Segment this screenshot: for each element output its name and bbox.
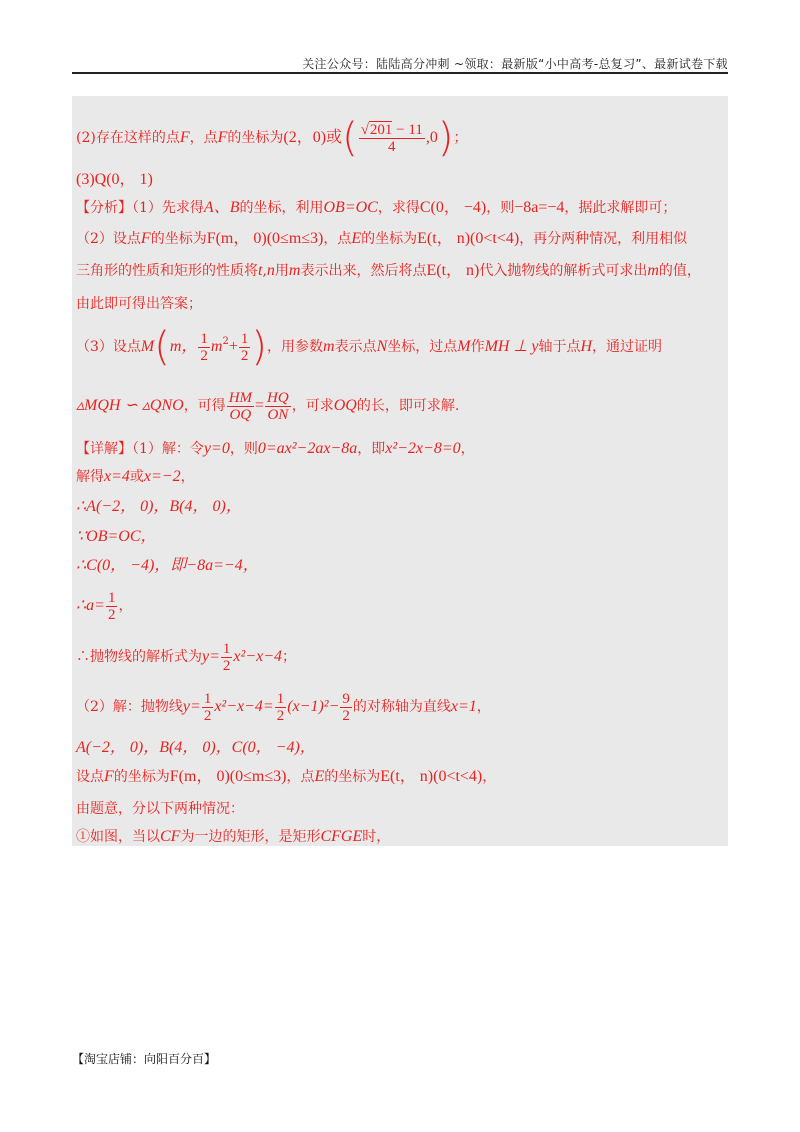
detail-line-2 [76,467,195,487]
left-paren: ( [154,324,170,370]
math: (2，0)或 [283,129,343,146]
text: 的坐标为 [113,769,170,785]
fraction [221,641,233,674]
text: ，点 [286,769,315,785]
analysis-line-2 [76,229,687,249]
math: m [288,262,301,279]
text: 时， [362,829,391,845]
math: x²−2x−8=0 [385,440,461,457]
math: x=1 [450,698,477,715]
math: E [314,768,325,785]
math: F(m， 0)(0≤m≤3) [169,768,287,785]
math: m [647,262,659,279]
exponent: 2 [222,336,229,347]
math: E(t， n)(0<t<4) [417,230,520,247]
answer-line-3: (3)Q(0， 1) [76,171,153,188]
text: 解得 [76,469,104,485]
fraction [106,590,118,623]
math: M [140,338,155,355]
detail-line-5: ∴C(0， −4)，即−8a=−4， [76,557,259,574]
page-header: 关注公众号：陆陆高分冲刺 ~领取：最新版“小中高考-总复习”、最新试卷下载 [302,57,728,71]
detail-line-11: 由题意，分以下两种情况： [76,801,244,817]
numerator: HQ [267,389,289,406]
detail-line-6 [76,586,132,626]
math: m， [169,338,198,355]
analysis-line-1 [76,198,676,218]
text: ，即 [357,441,386,457]
math: t [258,262,263,279]
math: H [580,338,593,355]
answer-line-2 [76,115,468,161]
header-rule [72,72,728,74]
denominator: 2 [200,347,208,364]
math: + [228,338,238,355]
text: 【分析】（1）先求得 [76,200,204,216]
math: CFGE [320,828,363,845]
fraction [340,691,352,724]
text: ，求得 [377,200,420,216]
text: ，则 [486,200,515,216]
math: ▵MQH ∽ ▵QNO [76,397,184,414]
text: 代入抛物线的解析式可求出 [479,263,648,279]
detail-line-9: A(−2， 0)，B(4， 0)，C(0， −4)， [76,739,316,756]
detail-line-3: ∴A(−2， 0)，B(4， 0)， [76,498,242,515]
numerator: 1 [276,690,285,707]
numerator: 1 [200,330,208,347]
math: y= [182,698,201,715]
sqrt-radicand: 201 [369,122,393,138]
text: 的坐标为 [150,231,207,247]
detail-line-12 [76,827,390,847]
denominator: 2 [107,606,116,623]
right-paren: ) [251,324,267,370]
text: ， [482,769,497,785]
math: F [179,129,190,146]
denominator: 4 [359,138,425,155]
text: ，点 [189,130,218,146]
text: ∴抛物线的解析式为 [76,649,202,665]
fraction [265,390,291,423]
text: ，可求 [291,398,334,414]
denominator: ON [265,406,291,423]
math: E [351,230,362,247]
math: ,0 [425,129,438,146]
text: , [262,263,267,279]
math: N [376,338,388,355]
math: A、B [203,199,240,216]
detail-line-7 [76,637,296,677]
text: ，点 [323,231,352,247]
text: 表示出来，然后将点 [300,263,427,279]
math: x=4 [104,468,130,485]
math: (x−1)²− [287,698,340,715]
math: ∴a= [76,597,105,614]
analysis-line-5 [76,322,663,370]
analysis-line-6 [76,386,459,426]
text: ，用参数 [267,339,323,355]
text: 或 [129,469,144,485]
fraction [227,390,254,423]
math: m [210,338,223,355]
text: ①如图，当以 [76,829,160,845]
text: 作 [470,339,485,355]
detail-line-10 [76,767,496,787]
text: 为一边的矩形，是矩形 [180,829,321,845]
math: CF [160,828,181,845]
math: OB=OC [323,199,378,216]
math: F [140,230,151,247]
math: 0=ax²−2ax−8a [257,440,358,457]
math: −8a=−4 [514,199,565,216]
math: F [104,768,114,785]
text: ； [282,649,296,665]
text: ， [460,441,475,457]
fraction [198,331,210,364]
text: 用 [274,263,289,279]
text: 的对称轴为直线 [352,699,451,715]
text: 坐标，过点 [387,339,458,355]
math: m [323,338,335,355]
text: 的坐标为 [227,130,284,146]
text: （2）设点 [76,231,141,247]
fraction: $\frac{√201 - 11}{4}$ [360,122,423,155]
math: M [457,338,471,355]
math: E(t， n) [426,262,480,279]
numerator: 1 [203,690,212,707]
text: ，再分两种情况，利用相似 [519,231,688,247]
math: E(t， n)(0<t<4) [380,768,483,785]
text: ， [118,598,133,614]
detail-line-8 [76,687,491,727]
numerator: 1 [107,589,116,606]
math: y=0 [203,440,230,457]
text: ，可得 [183,398,226,414]
text: 轴于点 [538,339,581,355]
numerator: 9 [342,690,350,707]
denominator: 2 [203,707,212,724]
math: n [266,262,275,279]
text: 表示点 [334,339,377,355]
math: F(m， 0)(0≤m≤3) [206,230,324,247]
detail-line-1 [76,439,475,459]
analysis-line-3 [76,261,701,281]
fraction [275,691,287,724]
text: 的坐标为 [324,769,381,785]
numerator: HM [228,389,253,406]
text: （2）解：抛物线 [76,699,183,715]
page-footer: 【淘宝店铺：向阳百分百】 [72,1052,217,1066]
denominator: 2 [342,707,350,724]
math: F [217,129,228,146]
text: ，通过证明 [592,339,663,355]
text: 的长，即可求解. [356,398,460,414]
right-paren: ) [437,115,454,161]
text: ，则 [229,441,258,457]
text: (2)存在这样的点 [76,130,180,146]
text: 设点 [76,769,104,785]
text: 的值， [658,263,701,279]
analysis-line-4: 由此即可得出答案； [76,296,202,312]
left-paren: ( [342,115,358,161]
text: 的坐标为 [361,231,418,247]
math: C(0， −4) [419,199,487,216]
fraction [239,331,251,364]
text: 三角形的性质和矩形的性质将 [76,263,258,279]
fraction [202,691,214,724]
math: = [255,397,265,414]
math: x²−x−4 [233,648,282,665]
math: MH ⊥ y [484,338,539,355]
math: x²−x−4= [214,698,274,715]
denominator: 2 [222,657,231,674]
math: x=−2 [143,468,181,485]
denominator: 2 [240,347,249,364]
text: ； [453,130,468,146]
text: 【详解】（1）解：令 [76,441,204,457]
text: ，据此求解即可； [564,200,677,216]
detail-line-4: ∵OB=OC， [76,528,157,545]
numerator: 1 [222,640,231,657]
denominator: OQ [227,406,254,423]
text: ， [180,469,195,485]
text: （3）设点 [76,339,141,355]
math: y= [202,648,220,665]
numerator: 1 [240,330,249,347]
denominator: 2 [276,707,285,724]
math: OQ [333,397,357,414]
numerator-rest: − 11 [396,122,423,138]
text: ， [476,699,491,715]
text: 的坐标，利用 [239,200,324,216]
